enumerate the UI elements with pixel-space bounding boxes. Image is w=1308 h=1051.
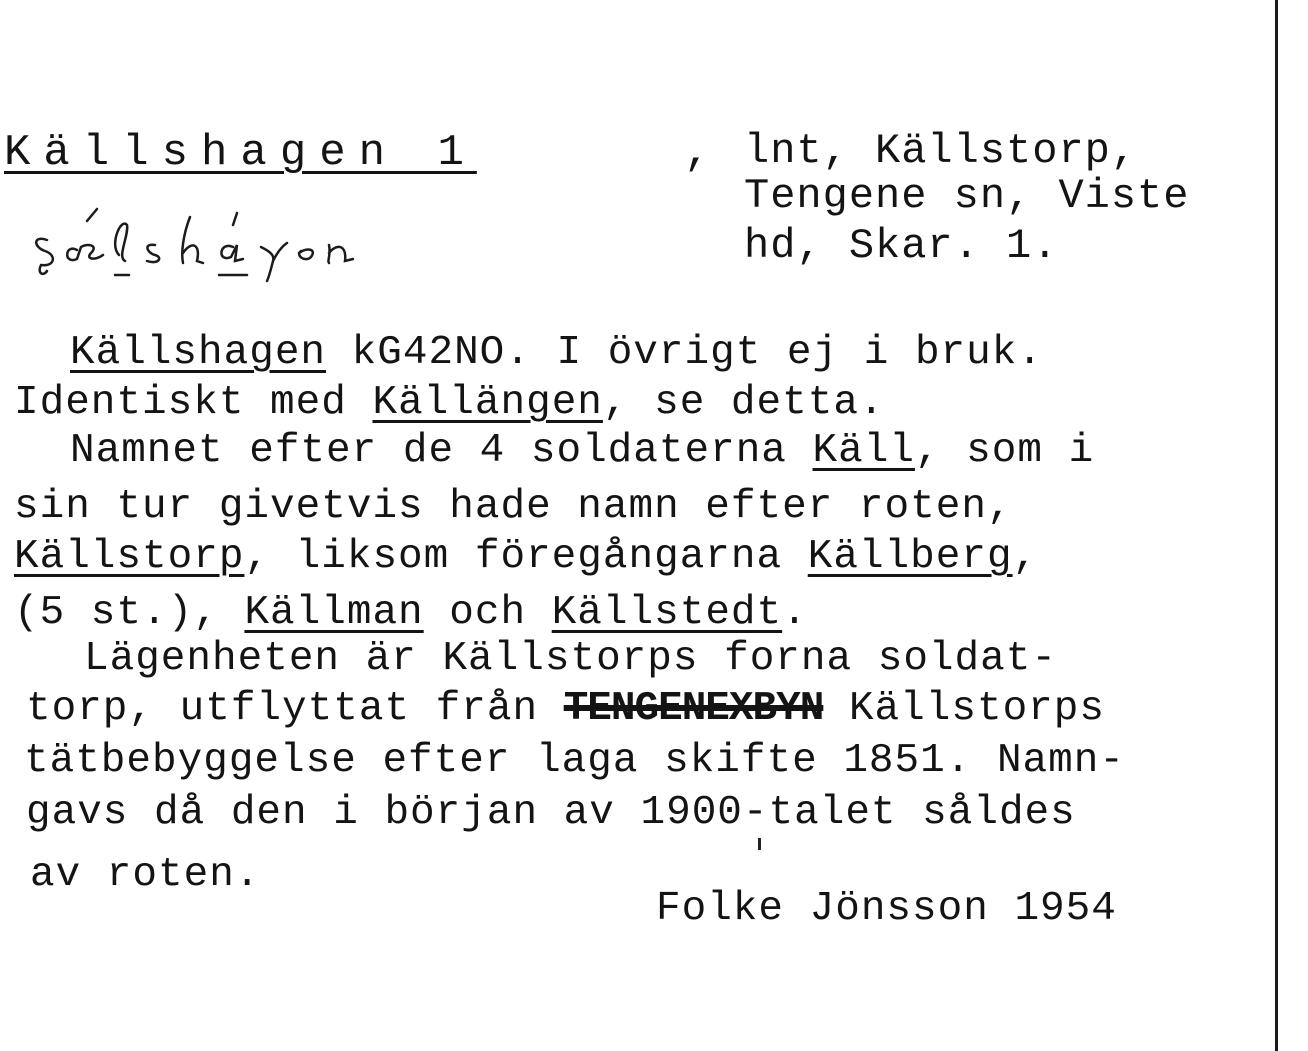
body-line-6 [14,590,808,636]
body-text: kG42NO. I övrigt ej i bruk. [326,330,1043,376]
body-text: , som i [914,428,1095,474]
body-placename: Källstorp [14,534,245,580]
body-placename: Källstedt [551,590,783,636]
signature: Folke Jönsson 1954 [656,886,1117,932]
body-text: , [1012,534,1039,580]
body-line-8 [26,686,1105,732]
body-line-5 [14,534,1038,580]
body-line-3 [70,428,1094,474]
body-line-7: Lägenheten är Källstorps forna soldat- [84,636,1057,682]
body-text: Identiskt med [14,380,373,426]
body-line-2 [14,380,885,426]
body-text: , liksom föregångarna [244,534,808,580]
body-line-11: av roten. [30,852,261,898]
body-placename: Källman [244,590,424,636]
body-text: Namnet efter de 4 soldaterna [70,428,813,474]
card-edge-line [1275,0,1278,1051]
body-text: och [423,590,552,636]
body-text: (5 st.), [14,590,245,636]
body-line-10: gavs då den i början av 1900-talet såldes [26,790,1076,836]
struck-out-word: TENGENEXBYN [563,686,824,732]
body-line-9: tätbebyggelse efter laga skifte 1851. Namn- [24,738,1125,784]
location-line-1: lnt, Källstorp, [744,127,1138,175]
body-line-4: sin tur givetvis hade namn efter roten, [14,484,1013,530]
ink-speck [758,838,761,850]
headword: Källshagen 1 [4,128,477,178]
body-placename: Käll [812,428,915,474]
body-text: Källstorps [823,686,1105,732]
location-line-3: hd, Skar. 1. [744,222,1059,270]
handwritten-pronunciation [25,195,445,285]
body-text: torp, utflyttat från [26,686,564,732]
body-placename: Källberg [807,534,1013,580]
body-placename: Källshagen [70,330,327,376]
body-text: , se detta. [602,380,885,426]
body-placename: Källängen [372,380,603,426]
headword-comma: , [684,128,711,178]
body-text: . [782,590,808,636]
location-line-2: Tengene sn, Viste [744,172,1190,220]
body-line-1 [70,330,1043,376]
